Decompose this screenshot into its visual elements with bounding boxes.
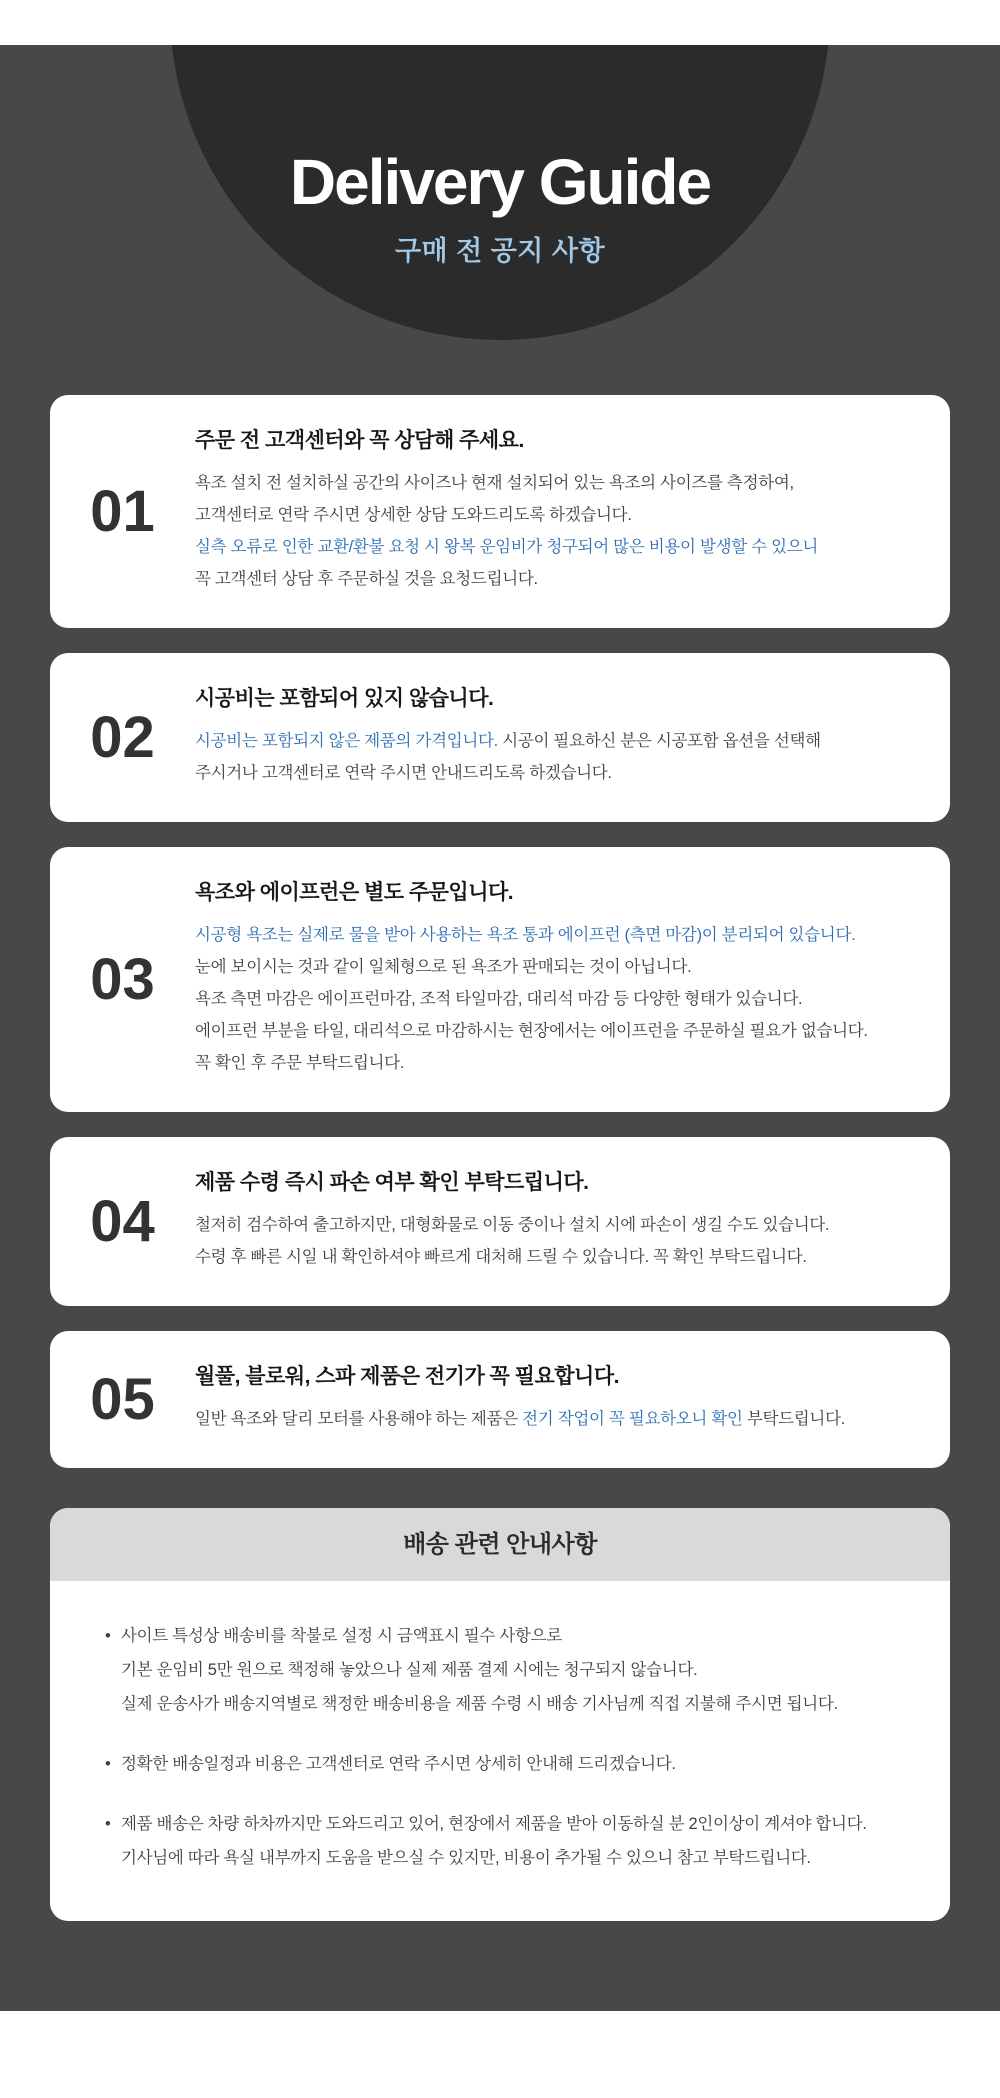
guide-card-01 [50, 395, 950, 628]
notice-text: 기사님에 따라 욕실 내부까지 도움을 받으실 수 있지만, 비용이 추가될 수 있으니 참고 부탁드립니다. [121, 1849, 811, 1867]
card-number: 01 [90, 479, 155, 544]
card-content [195, 847, 950, 1112]
guide-cards [0, 395, 1000, 1921]
card-content [195, 1137, 950, 1306]
shipping-notice-card [50, 1508, 950, 1921]
bullet-icon: • [105, 1815, 111, 1833]
text-segment: 에이프런 부분을 타일, 대리석으로 마감하시는 현장에서는 에이프런을 주문하실 필요가 없습니다. [195, 1022, 868, 1040]
card-content [195, 653, 950, 822]
notice-text: 실제 운송사가 배송지역별로 책정한 배송비용을 제품 수령 시 배송 기사님께 직접 지불해 주시면 됩니다. [121, 1695, 838, 1713]
page-title: Delivery Guide [289, 146, 711, 218]
card-title: 제품 수령 즉시 파손 여부 확인 부탁드립니다. [195, 1171, 589, 1194]
card-text-line [195, 1241, 910, 1273]
card-text-line [195, 951, 910, 983]
text-segment: 부탁드립니다. [742, 1410, 845, 1428]
card-title: 욕조와 에이프런은 별도 주문입니다. [195, 881, 514, 904]
guide-card-04 [50, 1137, 950, 1306]
card-text-line [195, 1209, 910, 1241]
notice-text: 기본 운임비 5만 원으로 책정해 놓았으나 실제 제품 결제 시에는 청구되지 않습니다. [121, 1661, 698, 1679]
text-segment: 수령 후 빠른 시일 내 확인하셔야 빠르게 대처해 드릴 수 있습니다. 꼭 확인 부탁드립니다. [195, 1248, 807, 1266]
notice-text: 제품 배송은 차량 하차까지만 도와드리고 있어, 현장에서 제품을 받아 이동하실 분 2인이상이 계셔야 합니다. [121, 1815, 867, 1833]
notice-body [50, 1581, 950, 1921]
page-subtitle: 구매 전 공지 사항 [394, 236, 606, 266]
text-segment: 철저히 검수하여 출고하지만, 대형화물로 이동 중이나 설치 시에 파손이 생길 수도 있습니다. [195, 1216, 830, 1234]
text-segment: 욕조 설치 전 설치하실 공간의 사이즈나 현재 설치되어 있는 욕조의 사이즈를 측정하여, [195, 474, 794, 492]
card-number: 04 [90, 1189, 155, 1254]
card-number: 02 [90, 705, 155, 770]
card-text-line [195, 531, 910, 563]
card-text-line [195, 919, 910, 951]
text-segment-highlight: 실측 오류로 인한 교환/환불 요청 시 왕복 운임비가 청구되어 많은 비용이 발생할 수 있으니 [195, 538, 818, 556]
notice-header-title: 배송 관련 안내사항 [50, 1508, 950, 1581]
card-text-line [195, 563, 910, 595]
notice-line [105, 1747, 910, 1781]
card-content [195, 395, 950, 628]
card-number: 03 [90, 947, 155, 1012]
delivery-guide-section [0, 45, 1000, 2011]
notice-line [121, 1687, 910, 1721]
text-segment: 욕조 측면 마감은 에이프런마감, 조적 타일마감, 대리석 마감 등 다양한 형태가 있습니다. [195, 990, 803, 1008]
notice-bullet-group [105, 1807, 910, 1875]
text-segment: 주시거나 고객센터로 연락 주시면 안내드리도록 하겠습니다. [195, 764, 612, 782]
notice-line [121, 1653, 910, 1687]
card-text-line [195, 1015, 910, 1047]
guide-card-03 [50, 847, 950, 1112]
text-segment: 일반 욕조와 달리 모터를 사용해야 하는 제품은 [195, 1410, 523, 1428]
text-segment-highlight: 시공형 욕조는 실제로 물을 받아 사용하는 욕조 통과 에이프런 (측면 마감)이 분리되어 있습니다. [195, 926, 856, 944]
text-segment: 꼭 확인 후 주문 부탁드립니다. [195, 1054, 405, 1072]
hero-header [0, 45, 1000, 271]
card-title: 시공비는 포함되어 있지 않습니다. [195, 687, 494, 710]
card-number: 05 [90, 1367, 155, 1432]
guide-card-02 [50, 653, 950, 822]
notice-text: 사이트 특성상 배송비를 착불로 설정 시 금액표시 필수 사항으로 [121, 1627, 562, 1645]
card-text-line [195, 499, 910, 531]
card-text-line [195, 1403, 910, 1435]
text-segment: 눈에 보이시는 것과 같이 일체형으로 된 욕조가 판매되는 것이 아닙니다. [195, 958, 692, 976]
top-white-strip [0, 0, 1000, 45]
card-text-line [195, 725, 910, 757]
notice-line [121, 1841, 910, 1875]
notice-bullet-group [105, 1619, 910, 1721]
text-segment-highlight: 전기 작업이 꼭 필요하오니 확인 [522, 1410, 743, 1428]
notice-line [105, 1807, 910, 1841]
bottom-white-strip [0, 2011, 1000, 2098]
notice-line [105, 1619, 910, 1653]
bullet-icon: • [105, 1627, 111, 1645]
card-content [195, 1331, 950, 1468]
card-text-line [195, 983, 910, 1015]
guide-card-05 [50, 1331, 950, 1468]
card-text-line [195, 467, 910, 499]
text-segment: 시공이 필요하신 분은 시공포함 옵션을 선택해 [497, 732, 821, 750]
card-title: 월풀, 블로워, 스파 제품은 전기가 꼭 필요합니다. [195, 1365, 619, 1388]
text-segment-highlight: 시공비는 포함되지 않은 제품의 가격입니다. [195, 732, 498, 750]
card-title: 주문 전 고객센터와 꼭 상담해 주세요. [195, 429, 524, 452]
text-segment: 고객센터로 연락 주시면 상세한 상담 도와드리도록 하겠습니다. [195, 506, 632, 524]
notice-bullet-group [105, 1747, 910, 1781]
card-text-line [195, 1047, 910, 1079]
text-segment: 꼭 고객센터 상담 후 주문하실 것을 요청드립니다. [195, 570, 538, 588]
bullet-icon: • [105, 1755, 111, 1773]
notice-text: 정확한 배송일정과 비용은 고객센터로 연락 주시면 상세히 안내해 드리겠습니다. [121, 1755, 676, 1773]
card-text-line [195, 757, 910, 789]
